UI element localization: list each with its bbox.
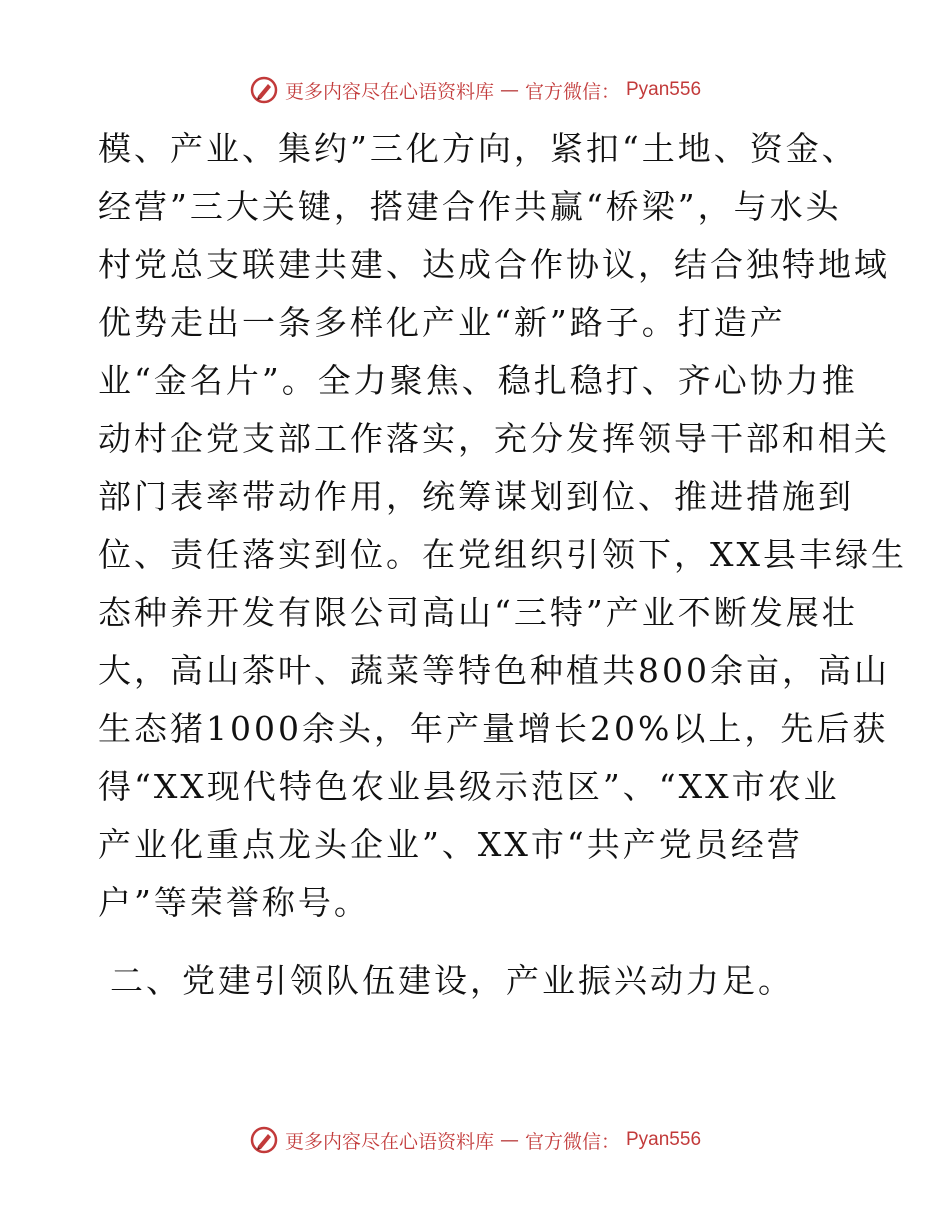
watermark-id: Pyan556: [626, 1129, 702, 1150]
body-line: 村党总支联建共建、达成合作协议，结合独特地域: [98, 245, 890, 284]
body-line: 经营”三大关键，搭建合作共赢“桥梁”，与水头: [98, 187, 842, 226]
body-line: 大，高山茶叶、蔬菜等特色种植共800余亩，高山: [98, 651, 890, 690]
watermark-contact: 官方微信：: [524, 80, 620, 103]
header-watermark: [0, 72, 950, 108]
section-heading: 二、党建引领队伍建设，产业振兴动力足。: [110, 961, 794, 1000]
footer-watermark: [0, 1122, 950, 1158]
watermark-id: Pyan556: [626, 79, 702, 100]
body-line: 得“XX现代特色农业县级示范区”、“XX市农业: [98, 767, 840, 806]
body-line: 户”等荣誉称号。: [98, 883, 370, 922]
body-line: 优势走出一条多样化产业“新”路子。打造产: [98, 303, 786, 342]
pen-circle-logo-icon: [249, 1125, 279, 1155]
document-body: [98, 120, 907, 932]
pen-circle-logo-icon: [249, 75, 279, 105]
watermark-text: 更多内容尽在心语资料库: [284, 1130, 494, 1153]
watermark-separator: —: [499, 1129, 519, 1151]
body-line: 生态猪1000余头，年产量增长20%以上，先后获: [98, 709, 889, 748]
watermark-text: 更多内容尽在心语资料库: [284, 80, 494, 103]
body-line: 产业化重点龙头企业”、XX市“共产党员经营: [98, 825, 803, 864]
watermark-contact: 官方微信：: [524, 1130, 620, 1153]
body-line: 模、产业、集约”三化方向，紧扣“土地、资金、: [98, 129, 858, 168]
body-line: 动村企党支部工作落实，充分发挥领导干部和相关: [98, 419, 890, 458]
body-line: 业“金名片”。全力聚焦、稳扎稳打、齐心协力推: [98, 361, 858, 400]
body-line: 态种养开发有限公司高山“三特”产业不断发展壮: [98, 593, 858, 632]
body-line: 位、责任落实到位。在党组织引领下，XX县丰绿生: [98, 535, 907, 574]
watermark-separator: —: [499, 79, 519, 101]
body-line: 部门表率带动作用，统筹谋划到位、推进措施到: [98, 477, 854, 516]
